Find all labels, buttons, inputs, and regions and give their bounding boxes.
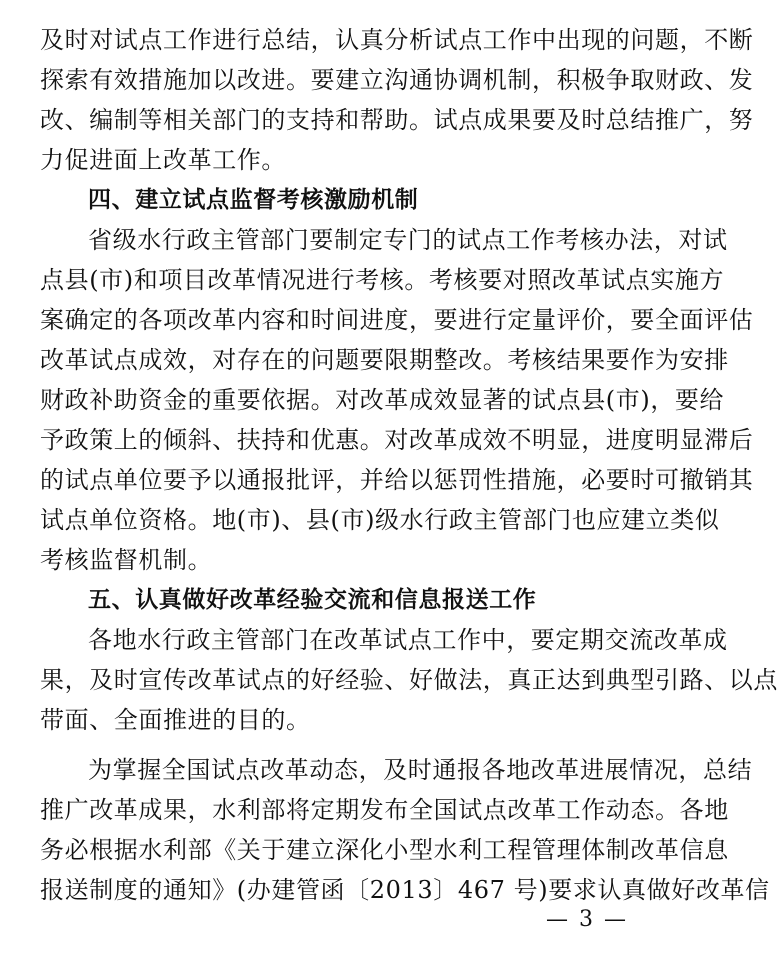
paragraph-gap: [40, 740, 680, 750]
text-line: 考核监督机制。: [40, 546, 213, 574]
text-line: 案确定的各项改革内容和时间进度，要进行定量评价，要全面评估: [40, 306, 754, 334]
text-line: 果，及时宣传改革试点的好经验、好做法，真正达到典型引路、以点: [40, 666, 778, 694]
text-line: 点县(市)和项目改革情况进行考核。考核要对照改革试点实施方: [40, 266, 725, 294]
section-5-paragraph-1: [40, 620, 778, 740]
text-line: 带面、全面推进的目的。: [40, 706, 311, 734]
section-4-paragraph: [40, 220, 754, 580]
text-line: 予政策上的倾斜、扶持和优惠。对改革成效不明显，进度明显滞后: [40, 426, 754, 454]
text-line: 改、编制等相关部门的支持和帮助。试点成果要及时总结推广，努: [40, 106, 754, 134]
text-line: 报送制度的通知》(办建管函〔2013〕467 号)要求认真做好改革信: [40, 876, 770, 904]
text-line: 的试点单位要予以通报批评，并给以惩罚性措施，必要时可撤销其: [40, 466, 754, 494]
page-number: — 3 —: [546, 907, 628, 932]
text-line: 探索有效措施加以改进。要建立沟通协调机制，积极争取财政、发: [40, 66, 754, 94]
section-5-paragraph-2: [40, 750, 770, 910]
section-heading-4: 四、建立试点监督考核激励机制: [88, 187, 419, 213]
text-line: 力促进面上改革工作。: [40, 146, 286, 174]
text-line: 财政补助资金的重要依据。对改革成效显著的试点县(市)，要给: [40, 386, 725, 414]
text-line: 推广改革成果，水利部将定期发布全国试点改革工作动态。各地: [40, 796, 729, 824]
text-line: 省级水行政主管部门要制定专门的试点工作考核办法，对试: [88, 226, 728, 254]
text-line: 改革试点成效，对存在的问题要限期整改。考核结果要作为安排: [40, 346, 729, 374]
text-line: 试点单位资格。地(市)、县(市)级水行政主管部门也应建立类似: [40, 506, 720, 534]
section-heading-5: 五、认真做好改革经验交流和信息报送工作: [88, 587, 537, 613]
text-line: 各地水行政主管部门在改革试点工作中，要定期交流改革成: [88, 626, 728, 654]
text-line: 为掌握全国试点改革动态，及时通报各地改革进展情况，总结: [88, 756, 753, 784]
text-line: 务必根据水利部《关于建立深化小型水利工程管理体制改革信息: [40, 836, 729, 864]
text-line: 及时对试点工作进行总结，认真分析试点工作中出现的问题，不断: [40, 26, 754, 54]
paragraph-continuation: [40, 20, 754, 180]
